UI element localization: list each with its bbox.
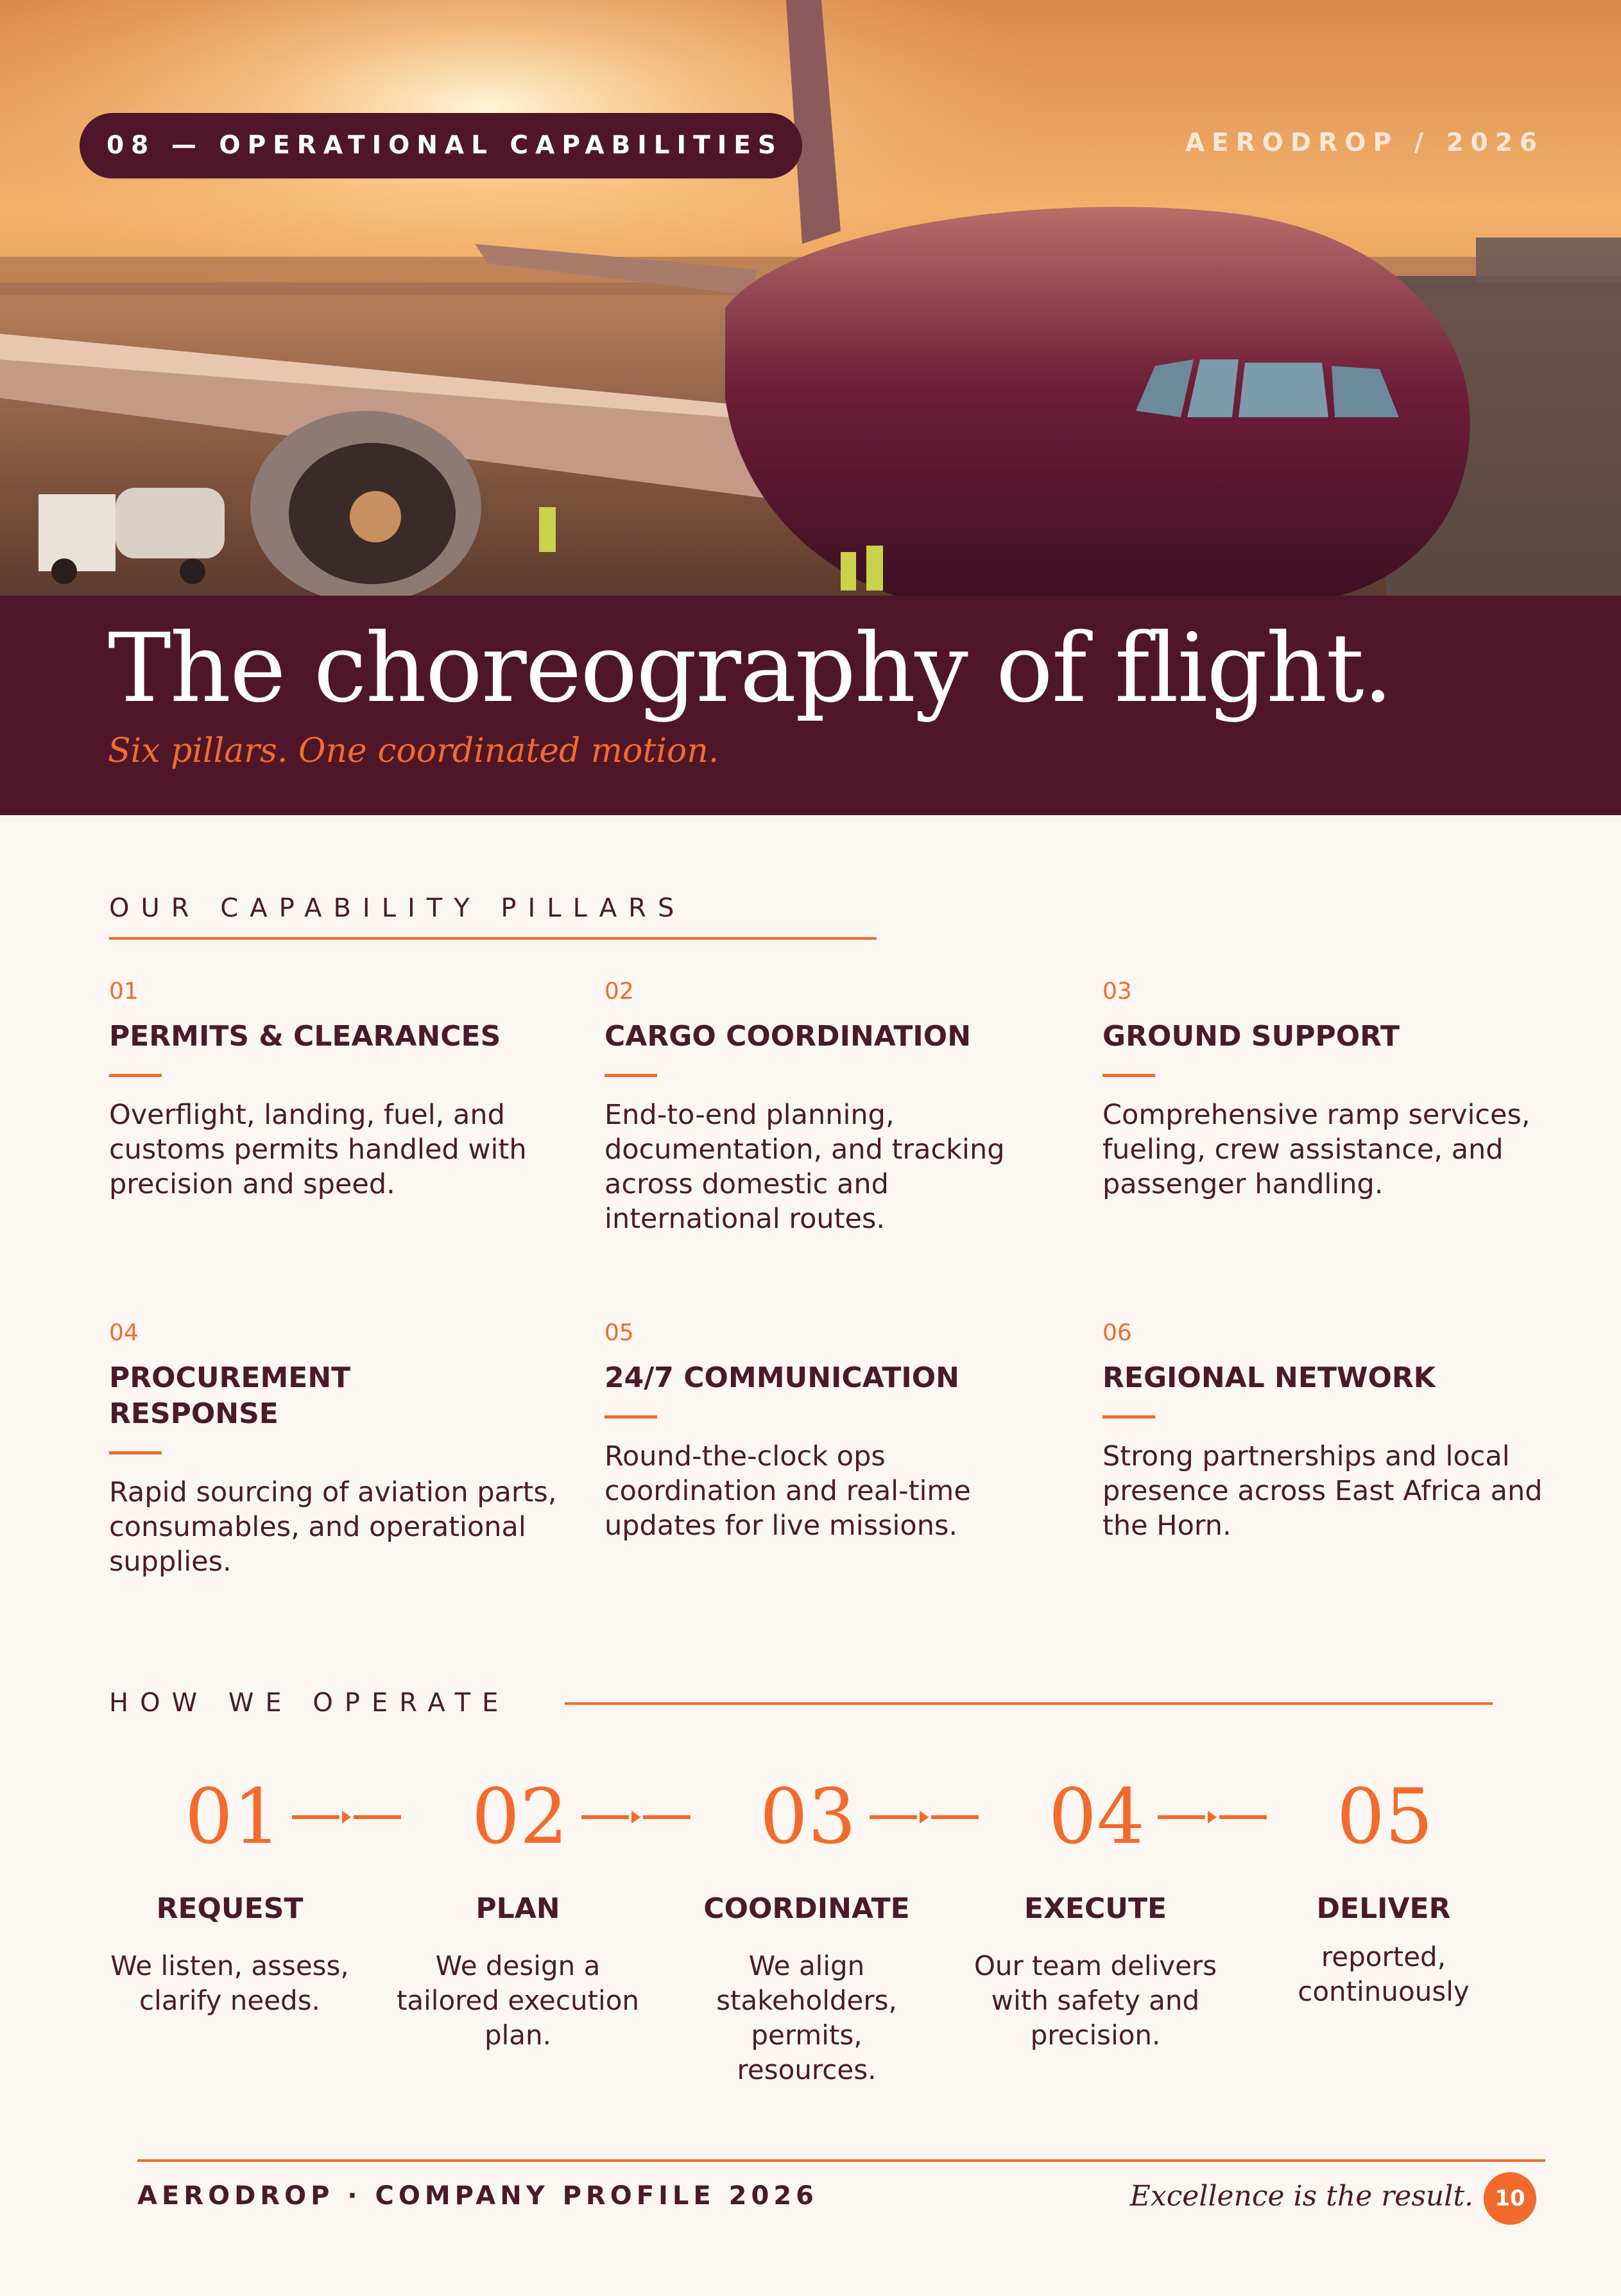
- pillar-card: [1102, 1320, 1552, 1543]
- footer-tagline: Excellence is the result.: [1129, 2180, 1473, 2213]
- pillar-description: Comprehensive ramp services, fueling, crew assistance, and passenger handling.: [1102, 1099, 1531, 1200]
- step-title: REQUEST: [156, 1892, 304, 1925]
- pillar-card: [1102, 978, 1552, 1202]
- step-description: We design a tailored execution plan.: [396, 1950, 640, 2051]
- pillar-title: PROCUREMENT RESPONSE: [109, 1361, 351, 1430]
- step-title: PLAN: [476, 1892, 560, 1925]
- page-number-badge: 10: [1484, 2172, 1536, 2225]
- footer-brand: AERODROP · COMPANY PROFILE 2026: [137, 2181, 818, 2211]
- step-number: 01: [184, 1772, 282, 1861]
- pillar-title: 24/7 COMMUNICATION: [605, 1361, 959, 1394]
- pillar-number: 01: [109, 978, 139, 1005]
- footer-rule: [137, 2159, 1545, 2162]
- arrow-right-icon: [870, 1815, 979, 1819]
- step-number: 03: [759, 1772, 857, 1861]
- arrow-right-icon: [1158, 1815, 1267, 1819]
- step-description: We listen, assess, clarify needs.: [110, 1950, 349, 2016]
- pillar-card: [605, 1320, 1054, 1543]
- step-title: DELIVER: [1316, 1892, 1451, 1925]
- step-number: 04: [1048, 1772, 1145, 1861]
- step-title: COORDINATE: [703, 1892, 910, 1925]
- pillar-card: [109, 978, 558, 1202]
- pillar-title: PERMITS & CLEARANCES: [109, 1020, 501, 1053]
- pillar-divider: [1102, 1074, 1155, 1077]
- pillar-card: [109, 1320, 558, 1579]
- brand-label: AERODROP / 2026: [1185, 128, 1544, 157]
- pillars-heading-rule: [109, 937, 877, 940]
- pillar-number: 04: [109, 1320, 139, 1346]
- step-number: 05: [1336, 1772, 1434, 1861]
- pillar-divider: [109, 1451, 162, 1454]
- pillar-number: 06: [1102, 1320, 1132, 1346]
- pillar-number: 05: [605, 1320, 634, 1346]
- page-title: The choreography of flight.: [108, 613, 1392, 723]
- arrow-right-icon: [581, 1815, 690, 1819]
- pillar-title: CARGO COORDINATION: [605, 1020, 972, 1053]
- pillar-divider: [605, 1074, 657, 1077]
- step-number: 02: [471, 1772, 569, 1861]
- pillar-title: GROUND SUPPORT: [1102, 1020, 1400, 1053]
- pillar-description: End-to-end planning, documentation, and tracking across domestic and international routes.: [605, 1099, 1005, 1235]
- pillar-divider: [1102, 1415, 1155, 1419]
- page-subtitle: Six pillars. One coordinated motion.: [108, 732, 719, 770]
- pillar-description: Round-the-clock ops coordination and real-time updates for live missions.: [605, 1440, 971, 1542]
- process-heading: HOW WE OPERATE: [109, 1688, 510, 1718]
- step-description: We align stakeholders, permits, resources.: [716, 1950, 897, 2085]
- arrow-right-icon: [292, 1815, 401, 1819]
- pillar-title: REGIONAL NETWORK: [1102, 1361, 1436, 1394]
- step-description: Our team delivers with safety and precision.: [973, 1950, 1217, 2051]
- pillar-divider: [605, 1415, 657, 1419]
- pillar-description: Strong partnerships and local presence across East Africa and the Horn.: [1102, 1440, 1543, 1542]
- pillar-card: [605, 978, 1054, 1236]
- airplane-photo: [0, 0, 1621, 597]
- pillar-number: 02: [605, 978, 634, 1005]
- section-label: 08 — OPERATIONAL CAPABILITIES: [80, 113, 802, 178]
- pillar-number: 03: [1102, 978, 1132, 1005]
- pillar-description: Overflight, landing, fuel, and customs permits handled with precision and speed.: [109, 1099, 527, 1200]
- step-description: reported, continuously: [1298, 1941, 1470, 2007]
- hero: [0, 0, 1621, 815]
- pillar-divider: [109, 1074, 162, 1077]
- pillars-heading: OUR CAPABILITY PILLARS: [109, 893, 686, 923]
- step-title: EXECUTE: [1024, 1892, 1167, 1925]
- pillar-description: Rapid sourcing of aviation parts, consumables, and operational supplies.: [109, 1476, 557, 1578]
- process-heading-rule: [565, 1702, 1493, 1705]
